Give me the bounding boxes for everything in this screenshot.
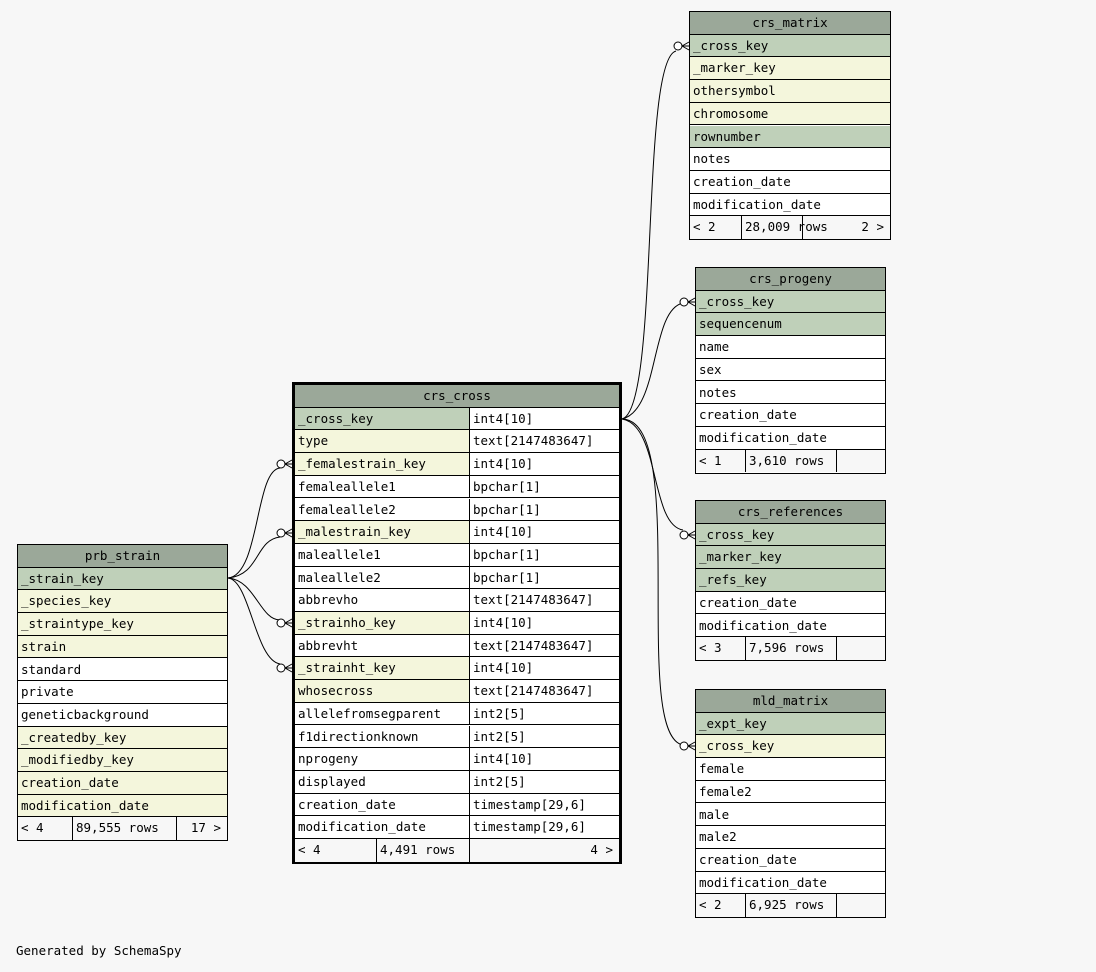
parent-count: < 1 — [699, 452, 722, 468]
crs-progeny-endpoint — [680, 298, 695, 306]
column-row-femaleallele1[interactable] — [295, 476, 619, 499]
column-row-sequencenum[interactable] — [696, 313, 885, 336]
column-name: _cross_key — [693, 37, 769, 53]
table-title[interactable]: crs_references — [696, 501, 885, 524]
column-name: _straintype_key — [21, 616, 134, 632]
column-type: text[2147483647] — [469, 680, 619, 702]
column-row-displayed[interactable] — [295, 771, 619, 794]
column-row-modification-date[interactable] — [696, 427, 885, 450]
column-type: int2[5] — [469, 726, 619, 748]
row-count: 7,596 rows — [745, 637, 836, 660]
crs-references-endpoint — [680, 531, 695, 539]
malestrain-endpoint — [277, 529, 292, 537]
table-mld-matrix[interactable] — [695, 689, 886, 918]
column-name: female — [699, 761, 745, 777]
column-row-cross-key[interactable] — [696, 291, 885, 314]
generated-by-label: Generated by SchemaSpy — [16, 943, 182, 958]
column-row-f1directionknown[interactable] — [295, 726, 619, 749]
column-name: female2 — [699, 783, 752, 799]
column-name: modification_date — [295, 816, 469, 838]
column-type: int4[10] — [469, 612, 619, 634]
row-count: 89,555 rows — [72, 817, 176, 840]
column-row-cross-key[interactable] — [696, 735, 885, 758]
column-name: strain — [21, 638, 67, 654]
table-footer[interactable] — [295, 839, 619, 862]
column-name: modification_date — [699, 429, 827, 445]
column-name: rownumber — [693, 128, 761, 144]
column-row-creation-date[interactable] — [696, 404, 885, 427]
column-name: notes — [693, 151, 731, 167]
table-crs-cross[interactable] — [292, 382, 622, 864]
child-count: 4 > — [469, 839, 619, 862]
column-row-name[interactable] — [696, 336, 885, 359]
link-mld-matrix — [622, 419, 683, 745]
row-count: 28,009 rows — [741, 216, 802, 239]
parent-count: < 2 — [699, 897, 722, 913]
column-name: allelefromsegparent — [295, 703, 469, 725]
column-name: _cross_key — [295, 408, 469, 430]
column-row-geneticbackground[interactable] — [18, 704, 227, 727]
column-row-marker-key[interactable] — [690, 57, 890, 80]
column-row-rownumber[interactable] — [690, 126, 890, 149]
column-name: _malestrain_key — [295, 521, 469, 543]
table-prb-strain[interactable] — [17, 544, 228, 841]
column-row-creation-date[interactable] — [18, 772, 227, 795]
table-footer[interactable] — [696, 450, 885, 473]
column-name: name — [699, 339, 730, 355]
table-title[interactable]: crs_progeny — [696, 268, 885, 291]
column-row-straintype-key[interactable] — [18, 613, 227, 636]
column-type: timestamp[29,6] — [469, 794, 619, 816]
column-row-nprogeny[interactable] — [295, 748, 619, 771]
column-type: int2[5] — [469, 771, 619, 793]
column-type: int2[5] — [469, 703, 619, 725]
column-name: modification_date — [21, 797, 149, 813]
column-name: modification_date — [699, 874, 827, 890]
column-row-chromosome[interactable] — [690, 103, 890, 126]
column-row-type[interactable] — [295, 430, 619, 453]
column-row-modification-date[interactable] — [696, 615, 885, 638]
column-row-marker-key[interactable] — [696, 546, 885, 569]
column-name: sex — [699, 361, 722, 377]
table-title[interactable]: crs_matrix — [690, 12, 890, 35]
column-row-whosecross[interactable] — [295, 680, 619, 703]
column-name: femaleallele1 — [295, 476, 469, 498]
column-name: sequencenum — [699, 316, 782, 332]
column-type: bpchar[1] — [469, 544, 619, 566]
column-row-species-key[interactable] — [18, 590, 227, 613]
column-row-abbrevht[interactable] — [295, 635, 619, 658]
column-name: _cross_key — [699, 738, 775, 754]
column-row-standard[interactable] — [18, 659, 227, 682]
column-row-modifiedby-key[interactable] — [18, 749, 227, 772]
column-row-malestrain-key[interactable] — [295, 521, 619, 544]
column-name: modification_date — [699, 617, 827, 633]
column-name: creation_date — [699, 407, 797, 423]
column-type: text[2147483647] — [469, 430, 619, 452]
column-row-othersymbol[interactable] — [690, 80, 890, 103]
column-row-cross-key[interactable] — [690, 35, 890, 58]
column-row-cross-key[interactable] — [295, 408, 619, 431]
column-name: _strainht_key — [295, 657, 469, 679]
column-row-creation-date[interactable] — [690, 171, 890, 194]
column-type: int4[10] — [469, 521, 619, 543]
column-row-modification-date[interactable] — [696, 872, 885, 895]
child-count: 2 > — [802, 216, 890, 239]
link-crs-progeny — [622, 303, 683, 419]
column-name: _createdby_key — [21, 729, 127, 745]
column-name: creation_date — [295, 794, 469, 816]
column-row-abbrevho[interactable] — [295, 589, 619, 612]
column-name: creation_date — [699, 594, 797, 610]
column-name: maleallele1 — [295, 544, 469, 566]
child-count — [836, 894, 885, 917]
column-type: bpchar[1] — [469, 499, 619, 521]
parent-count: < 4 — [298, 842, 321, 857]
column-row-modification-date[interactable] — [18, 795, 227, 818]
column-name: _marker_key — [693, 60, 776, 76]
column-name: whosecross — [295, 680, 469, 702]
column-name: _cross_key — [699, 293, 775, 309]
table-title[interactable]: crs_cross — [295, 385, 619, 408]
column-row-femaleallele2[interactable] — [295, 499, 619, 522]
table-footer[interactable] — [696, 637, 885, 660]
column-name: _marker_key — [699, 549, 782, 565]
table-title[interactable]: prb_strain — [18, 545, 227, 568]
column-row-strain-key[interactable] — [18, 568, 227, 591]
column-name: creation_date — [21, 775, 119, 790]
table-crs-progeny[interactable] — [695, 267, 886, 474]
column-row-modification-date[interactable] — [690, 194, 890, 217]
table-title[interactable]: mld_matrix — [696, 690, 885, 713]
column-row-male2[interactable] — [696, 826, 885, 849]
column-name: standard — [21, 661, 82, 677]
column-row-expt-key[interactable] — [696, 713, 885, 736]
column-name: creation_date — [699, 851, 797, 867]
row-count: 3,610 rows — [745, 450, 836, 473]
column-row-strainht-key[interactable] — [295, 657, 619, 680]
mld-matrix-endpoint — [680, 742, 695, 750]
column-row-strainho-key[interactable] — [295, 612, 619, 635]
column-type: int4[10] — [469, 408, 619, 430]
column-row-modification-date[interactable] — [295, 816, 619, 839]
column-row-male[interactable] — [696, 804, 885, 827]
column-name: geneticbackground — [21, 706, 149, 722]
column-type: text[2147483647] — [469, 589, 619, 611]
column-row-notes[interactable] — [696, 382, 885, 405]
column-name: private — [21, 684, 74, 700]
column-name: _modifiedby_key — [21, 752, 134, 768]
column-row-sex[interactable] — [696, 359, 885, 382]
column-name: _strainho_key — [295, 612, 469, 634]
row-count: 6,925 rows — [745, 894, 836, 917]
column-type: bpchar[1] — [469, 476, 619, 498]
crs-matrix-endpoint — [674, 42, 689, 50]
column-row-creation-date[interactable] — [696, 849, 885, 872]
child-count — [836, 450, 885, 473]
column-name: notes — [699, 384, 737, 400]
parent-count: < 4 — [21, 820, 44, 836]
row-count: 4,491 rows — [376, 839, 469, 862]
column-type: int4[10] — [469, 453, 619, 475]
column-type: text[2147483647] — [469, 635, 619, 657]
column-type: timestamp[29,6] — [469, 816, 619, 838]
column-row-female[interactable] — [696, 758, 885, 781]
column-type: bpchar[1] — [469, 567, 619, 589]
column-name: type — [295, 430, 469, 452]
column-name: _expt_key — [699, 715, 767, 731]
column-name: abbrevho — [295, 589, 469, 611]
column-type: int4[10] — [469, 657, 619, 679]
link-crs-references — [622, 419, 683, 530]
column-name: _strain_key — [21, 570, 104, 586]
column-row-private[interactable] — [18, 681, 227, 704]
table-crs-matrix[interactable] — [689, 11, 891, 240]
column-name: creation_date — [693, 173, 791, 189]
column-name: _femalestrain_key — [295, 453, 469, 475]
column-row-allelefromsegparent[interactable] — [295, 703, 619, 726]
column-row-notes[interactable] — [690, 148, 890, 171]
link-crs-matrix — [622, 51, 676, 419]
parent-count: < 3 — [699, 640, 722, 656]
column-name: modification_date — [693, 196, 821, 212]
column-name: othersymbol — [693, 83, 776, 99]
column-row-createdby-key[interactable] — [18, 727, 227, 750]
parent-count: < 2 — [693, 219, 716, 235]
column-row-femalestrain-key[interactable] — [295, 453, 619, 476]
column-name: f1directionknown — [295, 726, 469, 748]
column-name: abbrevht — [295, 635, 469, 657]
column-row-refs-key[interactable] — [696, 569, 885, 592]
column-row-cross-key[interactable] — [696, 524, 885, 547]
column-name: _refs_key — [699, 572, 767, 588]
column-row-creation-date[interactable] — [295, 794, 619, 817]
column-row-strain[interactable] — [18, 636, 227, 659]
column-type: int4[10] — [469, 748, 619, 770]
table-crs-references[interactable] — [695, 500, 886, 661]
table-footer[interactable] — [696, 894, 885, 917]
column-name: chromosome — [693, 105, 769, 121]
column-name: male2 — [699, 829, 737, 845]
column-name: maleallele2 — [295, 567, 469, 589]
column-row-maleallele2[interactable] — [295, 567, 619, 590]
table-footer[interactable] — [690, 216, 890, 239]
column-name: nprogeny — [295, 748, 469, 770]
column-name: male — [699, 806, 730, 822]
femalestrain-endpoint — [277, 460, 292, 468]
child-count — [836, 637, 885, 660]
column-row-maleallele1[interactable] — [295, 544, 619, 567]
column-name: displayed — [295, 771, 469, 793]
column-name: _species_key — [21, 593, 112, 609]
child-count: 17 > — [176, 817, 227, 840]
table-footer[interactable] — [18, 817, 227, 840]
column-row-female2[interactable] — [696, 781, 885, 804]
column-name: femaleallele2 — [295, 499, 469, 521]
column-name: _cross_key — [699, 526, 775, 542]
column-row-creation-date[interactable] — [696, 592, 885, 615]
